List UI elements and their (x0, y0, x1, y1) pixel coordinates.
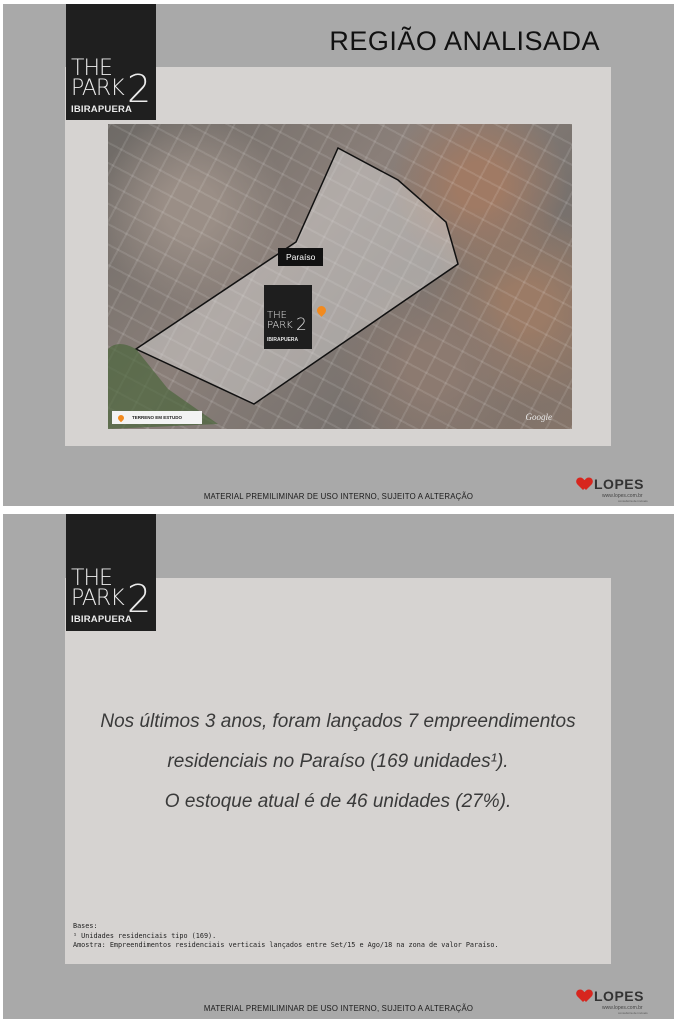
logo-text-the: THE (71, 56, 112, 81)
footer-disclaimer: MATERIAL PREMILIMINAR DE USO INTERNO, SUJEITO A ALTERAÇÃO (203, 1004, 474, 1013)
legend-pin-icon (117, 413, 125, 421)
logo-subtitle: IBIRAPUERA (71, 104, 133, 115)
map-logo-number: 2 (296, 315, 307, 335)
slide-regiao-analisada (3, 4, 674, 506)
main-statement (65, 702, 611, 822)
lopes-url: www.lopes.com.br (602, 493, 643, 499)
logo-subtitle: IBIRAPUERA (71, 614, 133, 625)
region-outline (108, 124, 572, 429)
map-logo-the: THE (267, 310, 287, 321)
the-park-logo (66, 514, 156, 631)
footnote-line: ¹ Unidades residenciais tipo (169). (73, 931, 217, 940)
logo-number: 2 (127, 577, 152, 621)
heart-icon (578, 990, 591, 1003)
logo-text-the: THE (71, 566, 112, 591)
logo-text-park: PARK (71, 76, 124, 101)
statement-line: O estoque atual é de 46 unidades (27%). (164, 791, 512, 812)
legend-label: TERRENO EM ESTUDO (132, 415, 183, 420)
heart-icon (578, 478, 591, 491)
lopes-name: LOPES (594, 988, 644, 1004)
footnote-line: Amostra: Empreendimentos residenciais verticais lançados entre Set/15 e Ago/18 na zona de valor Paraíso. (73, 941, 499, 949)
footnote-line: Bases: (73, 922, 98, 930)
lopes-url: www.lopes.com.br (602, 1005, 643, 1011)
lopes-tagline: consultoria de imóveis (618, 1011, 648, 1015)
statement-line: Nos últimos 3 anos, foram lançados 7 empreendimentos (100, 711, 576, 732)
lopes-tagline: consultoria de imóveis (618, 499, 648, 503)
map-project-logo (264, 285, 312, 349)
statement-line: residenciais no Paraíso (169 unidades¹). (167, 751, 509, 772)
map-logo-subtitle: IBIRAPUERA (267, 337, 299, 343)
logo-number: 2 (127, 67, 152, 111)
map-credit: Google (525, 412, 552, 422)
satellite-map (108, 124, 572, 429)
logo-text-park: PARK (71, 586, 124, 611)
the-park-logo (66, 4, 156, 120)
footnotes (73, 922, 499, 951)
slide-estoque (3, 514, 674, 1019)
footer-disclaimer: MATERIAL PREMILIMINAR DE USO INTERNO, SUJEITO A ALTERAÇÃO (203, 492, 474, 501)
map-logo-park: PARK (267, 320, 293, 331)
slide-title: REGIÃO ANALISADA (329, 26, 600, 56)
region-label-paraiso: Paraíso (278, 248, 323, 266)
lopes-name: LOPES (594, 476, 644, 492)
map-legend (112, 411, 202, 424)
